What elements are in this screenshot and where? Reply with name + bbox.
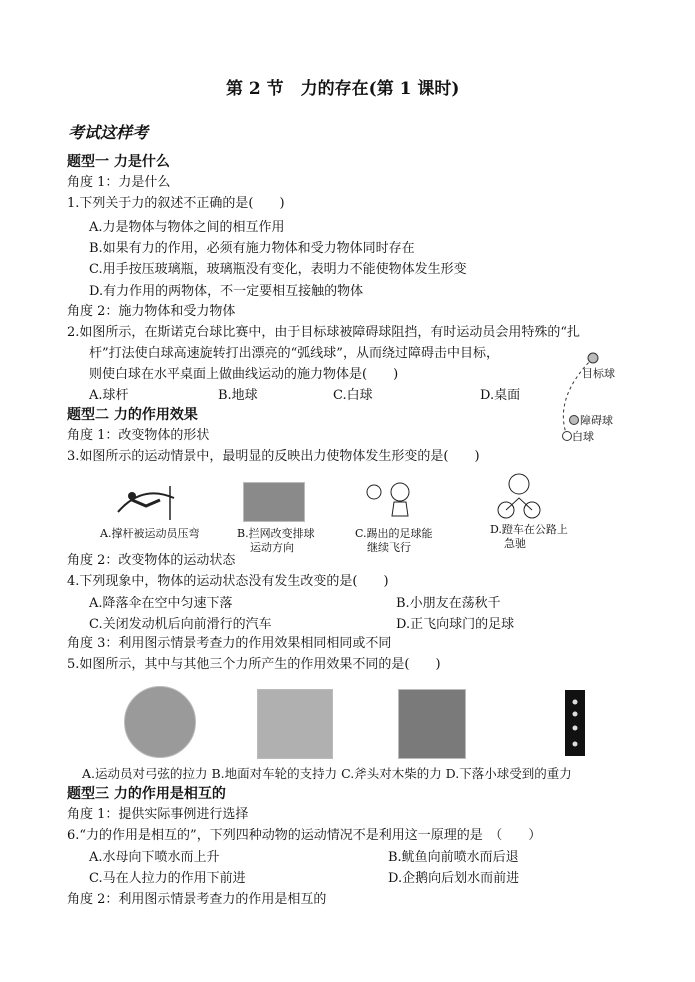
- type3-angle2: 角度 2：利用图示情景考查力的作用是相互的: [67, 892, 327, 907]
- type1-angle1: 角度 1：力是什么: [67, 175, 171, 190]
- type3-heading: 题型三 力的作用是相互的: [67, 786, 226, 802]
- q4-option-b: B.小朋友在荡秋千: [396, 596, 501, 611]
- type1-angle2: 角度 2：施力物体和受力物体: [67, 304, 236, 319]
- q2-line2: 杆”打法使白球高速旋转打出漂亮的“弧线球”，从而绕过障碍击中目标，: [89, 346, 499, 361]
- label-target-ball: 目标球: [582, 367, 615, 380]
- type2-heading: 题型二 力的作用效果: [67, 407, 198, 423]
- label-obstacle-ball: 障碍球: [580, 414, 613, 427]
- q3-caption-d2: 急驰: [504, 537, 526, 550]
- q1-option-c: C.用手按压玻璃瓶，玻璃瓶没有变化，表明力不能使物体发生形变: [89, 262, 467, 277]
- q6-option-c: C.马在人拉力的作用下前进: [89, 871, 246, 886]
- q3-caption-c1: C.踢出的足球能: [355, 527, 433, 540]
- q6-option-b: B.鱿鱼向前喷水而后退: [388, 850, 519, 865]
- q2-option-b: B.地球: [218, 388, 258, 403]
- target-ball: [588, 353, 598, 363]
- type2-angle1: 角度 1：改变物体的形状: [67, 428, 210, 443]
- falling-ball-image: [565, 690, 585, 756]
- q4-option-d: D.正飞向球门的足球: [396, 617, 515, 632]
- cycling-image: [494, 470, 544, 522]
- type3-angle1: 角度 1：提供实际事例进行选择: [67, 807, 249, 822]
- q3-caption-c2: 继续飞行: [367, 541, 411, 554]
- axe-wood-image: [398, 689, 466, 759]
- q3-caption-a: A.撑杆被运动员压弯: [100, 527, 200, 540]
- white-ball: [563, 432, 572, 441]
- q1-stem: 1.下列关于力的叙述不正确的是( ): [67, 196, 285, 211]
- q1-option-b: B.如果有力的作用，必须有施力物体和受力物体同时存在: [89, 241, 415, 256]
- q3-caption-b1: B.拦网改变排球: [237, 527, 315, 540]
- q5-captions: A.运动员对弓弦的拉力 B.地面对车轮的支持力 C.斧头对木柴的力 D.下落小球受到的重力: [82, 766, 572, 781]
- section-heading: 考试这样考: [68, 123, 149, 142]
- archer-image: [124, 686, 196, 758]
- q3-stem: 3.如图所示的运动情景中，最明显的反映出力使物体发生形变的是( ): [67, 449, 480, 464]
- type1-heading: 题型一 力是什么: [67, 154, 170, 170]
- car-wheel-image: [257, 689, 333, 759]
- q1-option-d: D.有力作用的两物体，不一定要相互接触的物体: [89, 284, 364, 299]
- page-title: 第 2 节 力的存在(第 1 课时): [226, 79, 460, 99]
- q1-option-a: A.力是物体与物体之间的相互作用: [89, 220, 285, 235]
- football-image: [362, 476, 422, 524]
- q3-caption-b2: 运动方向: [250, 541, 294, 554]
- q4-stem: 4.下列现象中，物体的运动状态没有发生改变的是( ): [67, 574, 389, 589]
- q2-option-a: A.球杆: [89, 388, 129, 403]
- pole-vault-image: [112, 478, 180, 524]
- q3-caption-d1: D.蹬车在公路上: [490, 523, 568, 536]
- q6-option-d: D.企鹅向后划水而前进: [388, 871, 520, 886]
- q5-stem: 5.如图所示，其中与其他三个力所产生的作用效果不同的是( ): [67, 657, 441, 672]
- label-white-ball: 白球: [572, 430, 594, 443]
- obstacle-ball: [570, 416, 579, 425]
- q2-line3: 则使白球在水平桌面上做曲线运动的施力物体是( ): [89, 367, 399, 382]
- q2-option-c: C.白球: [333, 388, 373, 403]
- volleyball-image: [243, 482, 305, 522]
- q4-option-a: A.降落伞在空中匀速下落: [89, 596, 233, 611]
- q2-option-d: D.桌面: [480, 388, 521, 403]
- q2-line1: 2.如图所示，在斯诺克台球比赛中，由于目标球被障碍球阻挡，有时运动员会用特殊的“扎: [67, 325, 581, 340]
- type2-angle2: 角度 2：改变物体的运动状态: [67, 553, 236, 568]
- q4-option-c: C.关闭发动机后向前滑行的汽车: [89, 617, 272, 632]
- q6-option-a: A.水母向下喷水而上升: [89, 850, 220, 865]
- type2-angle3: 角度 3：利用图示情景考查力的作用效果相同相同或不同: [67, 636, 392, 651]
- q6-stem: 6.“力的作用是相互的”，下列四种动物的运动情况不是利用这一原理的是 （ ）: [67, 828, 542, 843]
